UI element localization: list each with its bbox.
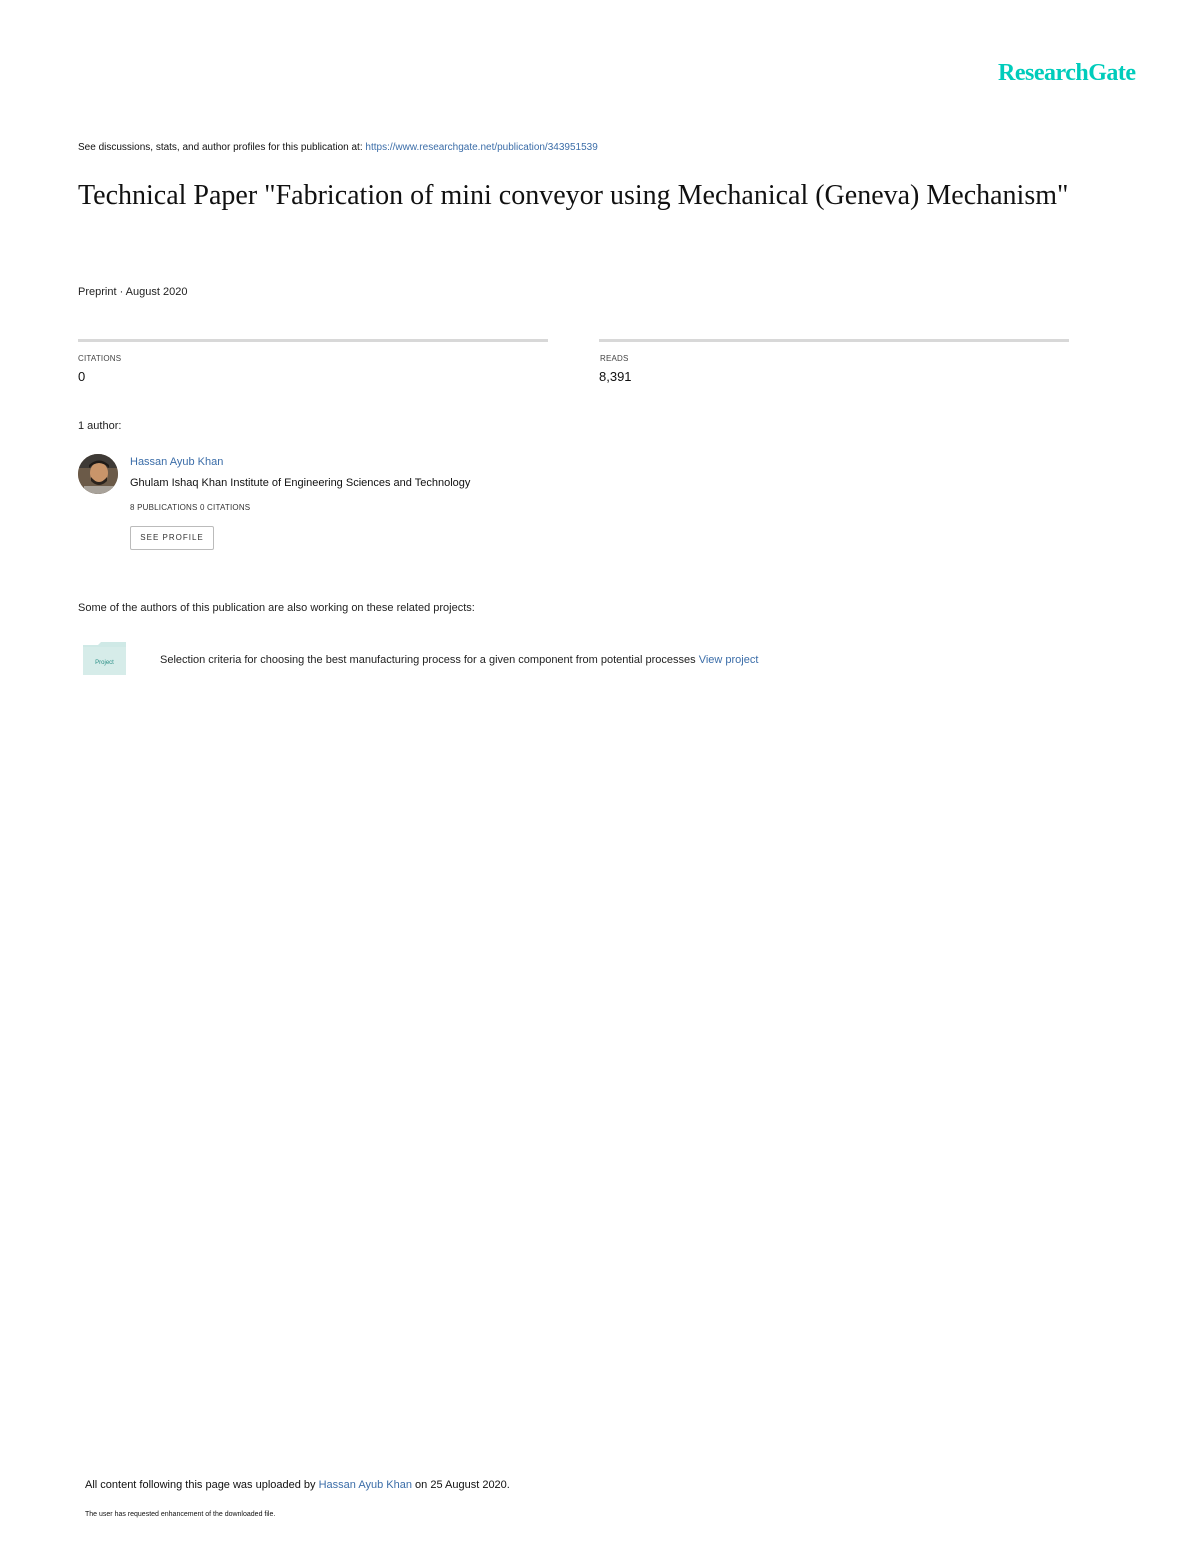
citations-label: CITATIONS xyxy=(78,354,122,363)
see-discussions-line xyxy=(78,142,598,153)
see-discussions-text: See discussions, stats, and author profiles for this publication at: xyxy=(78,142,363,153)
publication-type-date: Preprint · August 2020 xyxy=(78,286,188,298)
reads-label: READS xyxy=(600,354,629,363)
author-avatar[interactable] xyxy=(78,454,118,494)
reads-divider xyxy=(599,339,1069,342)
author-name-link[interactable]: Hassan Ayub Khan xyxy=(130,456,224,468)
publication-url-link[interactable]: https://www.researchgate.net/publication/343951539 xyxy=(365,142,598,153)
upload-note xyxy=(85,1479,510,1491)
enhancement-note: The user has requested enhancement of the downloaded file. xyxy=(85,1511,276,1518)
researchgate-logo[interactable]: ResearchGate xyxy=(998,60,1136,86)
related-projects-intro: Some of the authors of this publication are also working on these related projects: xyxy=(78,602,475,614)
authors-count: 1 author: xyxy=(78,420,122,432)
author-stats: 8 PUBLICATIONS 0 CITATIONS xyxy=(130,503,251,512)
avatar-photo xyxy=(78,454,118,494)
author-affiliation: Ghulam Ishaq Khan Institute of Engineering Sciences and Technology xyxy=(130,477,471,489)
upload-note-prefix: All content following this page was uploaded by xyxy=(85,1479,316,1491)
publication-title: Technical Paper "Fabrication of mini conveyor using Mechanical (Geneva) Mechanism" xyxy=(78,180,1069,211)
project-item xyxy=(160,654,758,666)
upload-note-suffix: on 25 August 2020. xyxy=(415,1479,510,1491)
project-folder-icon xyxy=(83,642,126,675)
see-profile-button[interactable]: SEE PROFILE xyxy=(130,526,214,550)
view-project-link[interactable]: View project xyxy=(698,654,759,666)
uploader-link[interactable]: Hassan Ayub Khan xyxy=(318,1479,412,1491)
citations-value: 0 xyxy=(78,369,86,384)
citations-divider xyxy=(78,339,548,342)
project-title: Selection criteria for choosing the best manufacturing process for a given component from potential processes xyxy=(160,654,696,666)
reads-value: 8,391 xyxy=(599,369,632,384)
project-icon-label: Project xyxy=(95,660,114,666)
